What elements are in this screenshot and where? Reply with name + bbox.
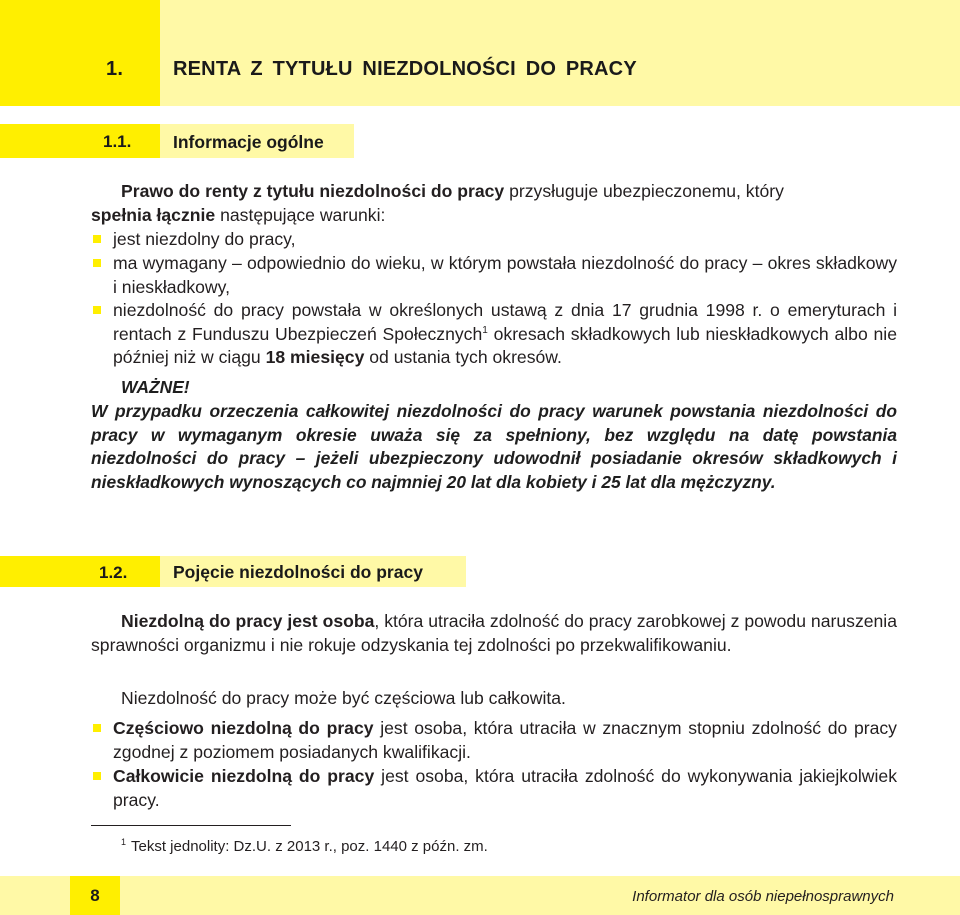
footnote-number: 1 xyxy=(121,837,127,847)
list-item-bold: 18 miesięcy xyxy=(265,347,365,367)
list-item-text-end: od ustania tych okresów. xyxy=(364,347,562,367)
definition-paragraph xyxy=(91,610,897,657)
list-item xyxy=(113,765,897,812)
list-item: jest niezdolny do pracy, xyxy=(113,229,296,249)
definition-bold: Niezdolną do pracy jest osoba xyxy=(121,611,375,631)
list-item xyxy=(113,299,897,370)
intro-bold-2: spełnia łącznie xyxy=(91,205,216,225)
important-label: WAŻNE! xyxy=(121,377,190,397)
bullet-marker xyxy=(93,259,101,267)
intro-bold-1: Prawo do renty z tytułu niezdolności do pracy xyxy=(121,181,505,201)
bullet-marker xyxy=(93,235,101,243)
list-item-text: niezdolność do pracy powstała w określonych ustawą z dnia 17 grudnia 1998 r. o emeryturach i rentach z Funduszu Ubezpieczeń Społecznych xyxy=(113,300,897,344)
section2-title: Pojęcie niezdolności do pracy xyxy=(173,562,423,582)
list-item-text: jest osoba, która utraciła zdolność do wykonywania jakiejkolwiek pracy. xyxy=(113,766,897,810)
section1-number: 1.1. xyxy=(103,132,132,151)
chapter-title: RENTA Z TYTUŁU NIEZDOLNOŚCI DO PRACY xyxy=(173,58,637,80)
section2-number-cell xyxy=(0,556,160,587)
partial-line: Niezdolność do pracy może być częściowa lub całkowita. xyxy=(121,688,566,708)
list-item-bold: Całkowicie niezdolną do pracy xyxy=(113,766,375,786)
important-text: W przypadku orzeczenia całkowitej niezdolności do pracy warunek powstania niezdolności do pracy w wymaganym okresie uważa się za spełniony, bez względu na datę powstania niezdolności do pracy – jeżeli ubezpieczony udowodnił posiadanie okresów składkowych i nieskładkowych wynoszących co najmniej 20 lat dla kobiety i 25 lat dla mężczyzny. xyxy=(91,401,897,492)
list-item xyxy=(113,717,897,764)
intro-text-1: przysługuje ubezpieczonemu, który xyxy=(504,181,784,201)
definition-text: , która utraciła zdolność do pracy zarobkowej z powodu naruszenia sprawności organizmu i nie rokuje odzyskania tej zdolności po przekwalifikowaniu. xyxy=(91,611,897,655)
chapter-number-cell xyxy=(0,0,160,106)
intro-line-2 xyxy=(91,204,897,228)
section2-number: 1.2. xyxy=(99,563,128,582)
page-number: 8 xyxy=(90,886,100,905)
bullet-marker xyxy=(93,772,101,780)
footnote-text: Tekst jednolity: Dz.U. z 2013 r., poz. 1440 z późn. zm. xyxy=(131,838,488,855)
list-item: ma wymagany – odpowiednio do wieku, w którym powstała niezdolność do pracy – okres składkowy i nieskładkowy, xyxy=(113,253,897,297)
intro-line-1 xyxy=(121,180,897,204)
bullet-marker xyxy=(93,306,101,314)
chapter-number: 1. xyxy=(106,58,124,80)
list-item-text-cont: okresach składkowych lub nieskładkowych albo nie później niż w ciągu xyxy=(113,323,897,367)
footnote-divider xyxy=(91,825,291,826)
publication-title: Informator dla osób niepełnosprawnych xyxy=(632,888,894,905)
section1-number-cell xyxy=(0,124,160,158)
footnote-ref: 1 xyxy=(482,324,488,336)
intro-text-2: następujące warunki: xyxy=(215,205,386,225)
bullet-marker xyxy=(93,724,101,732)
section1-title: Informacje ogólne xyxy=(173,132,324,152)
list-item-text: jest osoba, która utraciła w znacznym stopniu zdolność do pracy zgodnej z poziomem posiadanych kwalifikacji. xyxy=(113,718,897,762)
list-item-bold: Częściowo niezdolną do pracy xyxy=(113,718,374,738)
